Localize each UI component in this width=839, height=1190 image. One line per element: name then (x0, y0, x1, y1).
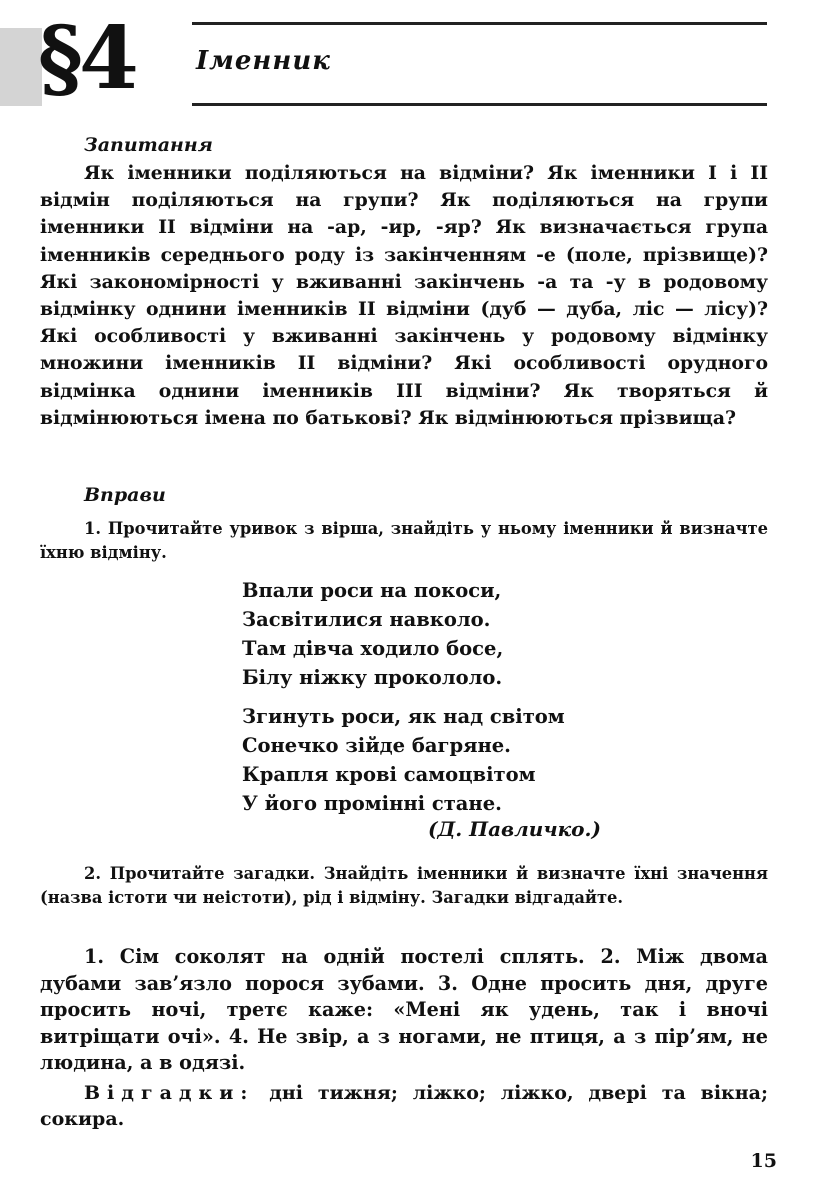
section-tab-marker (0, 28, 42, 106)
exercise-2-text: 2. Прочитайте загадки. Знайдіть іменники й визначте їхні значення (назва істоти чи неістоти), рід і відміну. Загадки відгадайте. (40, 864, 768, 907)
header-rule-bottom (192, 103, 767, 106)
poem-line: Білу ніжку прокололо. (242, 666, 503, 689)
poem-line: Впали роси на покоси, (242, 579, 502, 602)
section-number: §4 (38, 8, 135, 109)
poem-stanza-2 (242, 702, 565, 818)
poem-line: Згинуть роси, як над світом (242, 705, 565, 728)
answers-paragraph (40, 1080, 768, 1132)
poem-line: Засвітилися навколо. (242, 608, 491, 631)
exercises-heading: Вправи (84, 484, 166, 506)
riddles-paragraph: 1. Сім соколят на одній постелі сплять. 2. Між двома дубами зав’язло порося зубами. 3. Одне просить дня, друге просить ночі, третє каже: «Мені як удень, так і вночі витріщати очі». 4. Не звір, а з ногами, не птиця, а з пір’ям, не людина, а в одязі. (40, 945, 768, 1074)
section-title: Іменник (196, 46, 331, 76)
questions-heading: Запитання (84, 134, 213, 156)
poem-line: Там дівча ходило босе, (242, 637, 504, 660)
page-number: 15 (750, 1150, 777, 1172)
exercise-1-text: 1. Прочитайте уривок з вірша, знайдіть у ньому іменники й визначте їхню відміну. (40, 519, 768, 562)
answers-label: Відгадки: (84, 1082, 255, 1104)
answers-text: дні тижня; ліжко; ліжко, двері та вікна; сокира. (40, 1082, 768, 1130)
poem-stanza-1 (242, 576, 565, 692)
poem (242, 576, 565, 818)
header-rule-top (192, 22, 767, 25)
poem-author: (Д. Павличко.) (428, 817, 601, 841)
poem-line: У його промінні стане. (242, 792, 502, 815)
poem-line: Крапля крові самоцвітом (242, 763, 536, 786)
questions-paragraph: Як іменники поділяються на відміни? Як іменники I і II відмін поділяються на групи? Як поділяються на групи іменники II відміни на -ар, -ир, -яр? Як визначається група іменників середнього роду із закінченням -е (поле, прізвище)? Які закономірності у вживанні закінчень -а та -у в родовому відмінку однини іменників II відміни (дуб — дуба, ліс — лісу)? Які особливості у вживанні закінчень у родовому відмінку множини іменників II відміни? Які особливості орудного відмінка однини іменників III відміни? Як творяться й відмінюються імена по батькові? Як відмінюються прізвища? (40, 162, 768, 429)
poem-line: Сонечко зійде багряне. (242, 734, 511, 757)
